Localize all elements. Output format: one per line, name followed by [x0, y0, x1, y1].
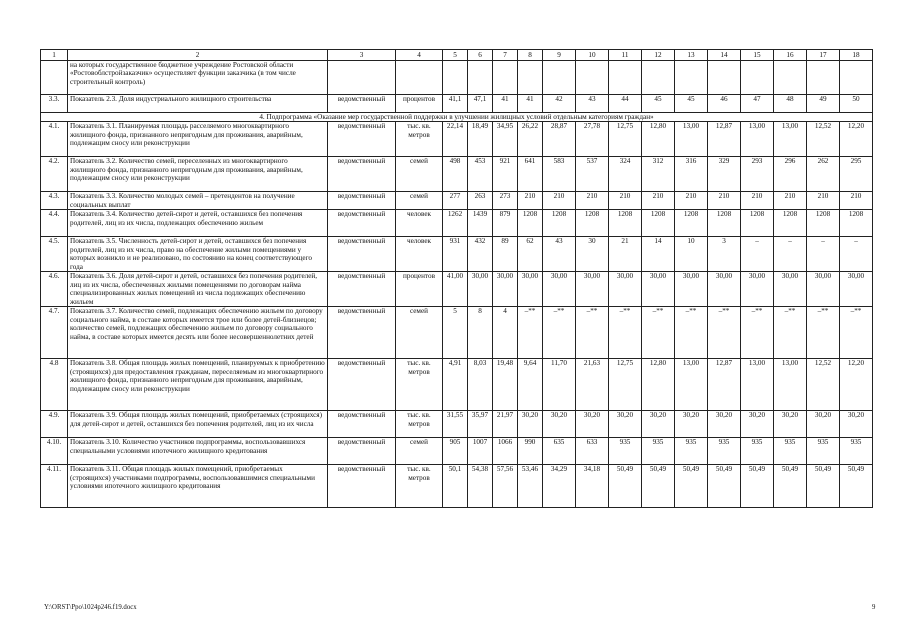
value-cell: 45 [642, 95, 675, 113]
column-number: 1 [41, 50, 68, 61]
value-cell: 316 [675, 157, 708, 192]
value-cell: 30,00 [493, 272, 518, 307]
row-index-cell: 4.3. [41, 192, 68, 210]
value-cell: 62 [518, 237, 543, 272]
value-cell: 41 [518, 95, 543, 113]
value-cell: 210 [708, 192, 741, 210]
value-cell: 30,00 [675, 272, 708, 307]
data-source-cell: ведомственный [328, 465, 396, 508]
value-cell: 13,00 [741, 359, 774, 411]
value-cell: 41,00 [443, 272, 468, 307]
value-cell: 296 [774, 157, 807, 192]
value-cell: 4,91 [443, 359, 468, 411]
value-cell: 1208 [840, 210, 873, 237]
row-index-cell: 4.1. [41, 122, 68, 157]
value-cell: 30,00 [468, 272, 493, 307]
data-source-cell: ведомственный [328, 192, 396, 210]
row-index-cell: 4.4. [41, 210, 68, 237]
value-cell: 1208 [543, 210, 576, 237]
value-cell: –** [609, 307, 642, 359]
value-cell: 641 [518, 157, 543, 192]
indicator-name-cell: Показатель 3.3. Количество молодых семей – претендентов на получение социальных выплат [68, 192, 328, 210]
value-cell: 13,00 [675, 359, 708, 411]
section-title: 4. Подпрограмма «Оказание мер государственной поддержки в улучшении жилищных условий отдельным категориям граждан» [41, 113, 873, 122]
value-cell: 1208 [642, 210, 675, 237]
value-cell: 47 [741, 95, 774, 113]
table-row [41, 95, 873, 113]
data-source-cell: ведомственный [328, 210, 396, 237]
value-cell: 1208 [675, 210, 708, 237]
value-cell: 1208 [774, 210, 807, 237]
value-cell: 41 [493, 95, 518, 113]
empty-cell [807, 61, 840, 95]
continuation-row [41, 61, 873, 95]
value-cell: 295 [840, 157, 873, 192]
value-cell: 935 [807, 438, 840, 465]
indicator-name-cell: Показатель 3.10. Количество участников подпрограммы, воспользовавшихся специальными условиями ипотечного жилищного кредитования [68, 438, 328, 465]
unit-cell: человек [396, 210, 443, 237]
value-cell: 277 [443, 192, 468, 210]
column-number: 14 [708, 50, 741, 61]
empty-cell [443, 61, 468, 95]
value-cell: 262 [807, 157, 840, 192]
document-page [40, 49, 873, 508]
column-number: 11 [609, 50, 642, 61]
value-cell: 44 [609, 95, 642, 113]
value-cell: 935 [708, 438, 741, 465]
value-cell: – [774, 237, 807, 272]
value-cell: 22,14 [443, 122, 468, 157]
empty-cell [840, 61, 873, 95]
value-cell: 30,20 [774, 411, 807, 438]
value-cell: 30,20 [642, 411, 675, 438]
value-cell: 42 [543, 95, 576, 113]
value-cell: 990 [518, 438, 543, 465]
indicator-name-cell: Показатель 3.7. Количество семей, подлежащих обеспечению жильем по договору социального найма, в составе которых имеется трое или более детей-близнецов; количество семей, подлежащих обеспечению жильем по договору социального найма, в составе которых имеется десять или более несовершеннолетних детей [68, 307, 328, 359]
value-cell: 879 [493, 210, 518, 237]
value-cell: 12,20 [840, 359, 873, 411]
row-index-cell: 4.6. [41, 272, 68, 307]
value-cell: 9,64 [518, 359, 543, 411]
value-cell: 210 [807, 192, 840, 210]
unit-cell: процентов [396, 95, 443, 113]
value-cell: 935 [609, 438, 642, 465]
value-cell: 1208 [576, 210, 609, 237]
value-cell: 30,20 [609, 411, 642, 438]
value-cell: 293 [741, 157, 774, 192]
value-cell: 30,00 [774, 272, 807, 307]
unit-cell: процентов [396, 272, 443, 307]
value-cell: 30,20 [576, 411, 609, 438]
value-cell: 3 [708, 237, 741, 272]
column-number: 3 [328, 50, 396, 61]
empty-cell [328, 61, 396, 95]
value-cell: 210 [576, 192, 609, 210]
value-cell: 14 [642, 237, 675, 272]
column-number: 15 [741, 50, 774, 61]
value-cell: –** [774, 307, 807, 359]
table-row [41, 438, 873, 465]
unit-cell: тыс. кв. метров [396, 411, 443, 438]
data-source-cell: ведомственный [328, 411, 396, 438]
value-cell: 931 [443, 237, 468, 272]
value-cell: 50,49 [807, 465, 840, 508]
indicators-table [40, 49, 873, 508]
value-cell: 50 [840, 95, 873, 113]
value-cell: 11,70 [543, 359, 576, 411]
data-source-cell: ведомственный [328, 122, 396, 157]
value-cell: 210 [642, 192, 675, 210]
indicator-name-cell: Показатель 3.4. Количество детей-сирот и детей, оставшихся без попечения родителей, лиц из их числа, подлежащих обеспечению жильем [68, 210, 328, 237]
value-cell: 12,80 [642, 122, 675, 157]
column-number: 8 [518, 50, 543, 61]
value-cell: 4 [493, 307, 518, 359]
value-cell: 30,20 [543, 411, 576, 438]
value-cell: 31,55 [443, 411, 468, 438]
value-cell: – [741, 237, 774, 272]
data-source-cell: ведомственный [328, 157, 396, 192]
value-cell: 47,1 [468, 95, 493, 113]
empty-cell [675, 61, 708, 95]
column-number: 17 [807, 50, 840, 61]
row-index-cell [41, 61, 68, 95]
row-index-cell: 4.7. [41, 307, 68, 359]
value-cell: 1208 [518, 210, 543, 237]
table-row [41, 307, 873, 359]
column-number: 12 [642, 50, 675, 61]
column-number-row [41, 50, 873, 61]
indicator-name-cell: Показатель 3.8. Общая площадь жилых помещений, планируемых к приобретению (строящихся) для предоставления гражданам, переселяемым из многоквартирного жилищного фонда, признанного непригодным для проживания, аварийным, подлежащим сносу или реконструкции [68, 359, 328, 411]
value-cell: 935 [642, 438, 675, 465]
value-cell: 1208 [741, 210, 774, 237]
value-cell: 30 [576, 237, 609, 272]
row-index-cell: 4.10. [41, 438, 68, 465]
value-cell: 1066 [493, 438, 518, 465]
value-cell: 13,00 [675, 122, 708, 157]
indicator-name-cell: Показатель 3.9. Общая площадь жилых помещений, приобретаемых (строящихся) для детей-сирот и детей, оставшихся без попечения родителей, лиц из их числа [68, 411, 328, 438]
value-cell: 30,00 [543, 272, 576, 307]
value-cell: 43 [576, 95, 609, 113]
table-row [41, 157, 873, 192]
value-cell: 50,49 [741, 465, 774, 508]
data-source-cell: ведомственный [328, 272, 396, 307]
value-cell: 210 [675, 192, 708, 210]
value-cell: 210 [518, 192, 543, 210]
value-cell: 210 [609, 192, 642, 210]
value-cell: 935 [741, 438, 774, 465]
value-cell: 41,1 [443, 95, 468, 113]
column-number: 2 [68, 50, 328, 61]
unit-cell: тыс. кв. метров [396, 359, 443, 411]
empty-cell [609, 61, 642, 95]
value-cell: 30,00 [741, 272, 774, 307]
value-cell: 12,52 [807, 359, 840, 411]
value-cell: 49 [807, 95, 840, 113]
value-cell: 50,49 [774, 465, 807, 508]
value-cell: 21,97 [493, 411, 518, 438]
empty-cell [708, 61, 741, 95]
value-cell: 30,00 [518, 272, 543, 307]
empty-cell [493, 61, 518, 95]
data-source-cell: ведомственный [328, 95, 396, 113]
column-number: 7 [493, 50, 518, 61]
empty-cell [518, 61, 543, 95]
value-cell: 273 [493, 192, 518, 210]
value-cell: 34,95 [493, 122, 518, 157]
value-cell: 263 [468, 192, 493, 210]
value-cell: 30,20 [518, 411, 543, 438]
column-number: 6 [468, 50, 493, 61]
data-source-cell: ведомственный [328, 359, 396, 411]
value-cell: 30,00 [807, 272, 840, 307]
value-cell: 583 [543, 157, 576, 192]
empty-cell [396, 61, 443, 95]
indicator-name-cell: на которых государственное бюджетное учреждение Ростовской области «Ростовоблстройзаказчик» осуществляет функции заказчика (в том числе строительный контроль) [68, 61, 328, 95]
value-cell: 453 [468, 157, 493, 192]
row-index-cell: 4.8 [41, 359, 68, 411]
unit-cell: семей [396, 157, 443, 192]
value-cell: 13,00 [774, 359, 807, 411]
table-row [41, 465, 873, 508]
empty-cell [774, 61, 807, 95]
value-cell: 50,49 [840, 465, 873, 508]
value-cell: –** [708, 307, 741, 359]
value-cell: 28,87 [543, 122, 576, 157]
column-number: 5 [443, 50, 468, 61]
value-cell: 30,20 [840, 411, 873, 438]
value-cell: 5 [443, 307, 468, 359]
value-cell: 633 [576, 438, 609, 465]
value-cell: 935 [675, 438, 708, 465]
data-source-cell: ведомственный [328, 307, 396, 359]
empty-cell [468, 61, 493, 95]
value-cell: 18,49 [468, 122, 493, 157]
value-cell: 12,75 [609, 122, 642, 157]
unit-cell: человек [396, 237, 443, 272]
indicator-name-cell: Показатель 3.6. Доля детей-сирот и детей, оставшихся без попечения родителей, лиц из их числа, обеспеченных жилыми помещениями по договорам найма специализированных жилых помещений из числа подлежащих обеспечению жильем [68, 272, 328, 307]
value-cell: –** [807, 307, 840, 359]
value-cell: – [807, 237, 840, 272]
value-cell: 34,29 [543, 465, 576, 508]
value-cell: 498 [443, 157, 468, 192]
indicator-name-cell: Показатель 3.1. Планируемая площадь расселяемого многоквартирного жилищного фонда, признанного непригодным для проживания, аварийным, подлежащим сносу или реконструкции [68, 122, 328, 157]
value-cell: 30,00 [609, 272, 642, 307]
row-index-cell: 3.3. [41, 95, 68, 113]
row-index-cell: 4.5. [41, 237, 68, 272]
value-cell: 1208 [609, 210, 642, 237]
value-cell: 905 [443, 438, 468, 465]
value-cell: 210 [741, 192, 774, 210]
value-cell: 50,49 [708, 465, 741, 508]
value-cell: 50,49 [675, 465, 708, 508]
value-cell: 50,1 [443, 465, 468, 508]
value-cell: 432 [468, 237, 493, 272]
value-cell: 12,87 [708, 359, 741, 411]
value-cell: 89 [493, 237, 518, 272]
value-cell: 1208 [708, 210, 741, 237]
value-cell: 1208 [807, 210, 840, 237]
indicator-name-cell: Показатель 3.11. Общая площадь жилых помещений, приобретаемых (строящихся) участниками подпрограммы, воспользовавшимися специальными условиями ипотечного жилищного кредитования [68, 465, 328, 508]
value-cell: 45 [675, 95, 708, 113]
value-cell: 19,48 [493, 359, 518, 411]
column-number: 13 [675, 50, 708, 61]
indicator-name-cell: Показатель 3.5. Численность детей-сирот и детей, оставшихся без попечения родителей, лиц из их числа, право на обеспечение жилыми помещениями у которых возникло и не реализовано, по состоянию на конец соответствующего года [68, 237, 328, 272]
value-cell: –** [840, 307, 873, 359]
footer-page-number: 9 [872, 604, 876, 611]
value-cell: 30,20 [708, 411, 741, 438]
value-cell: –** [543, 307, 576, 359]
value-cell: 635 [543, 438, 576, 465]
indicator-name-cell: Показатель 2.3. Доля индустриального жилищного строительства [68, 95, 328, 113]
value-cell: 54,38 [468, 465, 493, 508]
value-cell: 1262 [443, 210, 468, 237]
empty-cell [642, 61, 675, 95]
value-cell: 57,56 [493, 465, 518, 508]
value-cell: –** [518, 307, 543, 359]
unit-cell: семей [396, 307, 443, 359]
value-cell: 48 [774, 95, 807, 113]
value-cell: 12,80 [642, 359, 675, 411]
value-cell: 30,00 [708, 272, 741, 307]
empty-cell [741, 61, 774, 95]
value-cell: –** [642, 307, 675, 359]
value-cell: 12,52 [807, 122, 840, 157]
empty-cell [576, 61, 609, 95]
value-cell: 12,87 [708, 122, 741, 157]
value-cell: 1007 [468, 438, 493, 465]
column-number: 9 [543, 50, 576, 61]
column-number: 10 [576, 50, 609, 61]
value-cell: 27,78 [576, 122, 609, 157]
value-cell: – [840, 237, 873, 272]
table-row [41, 192, 873, 210]
table-row [41, 272, 873, 307]
indicator-name-cell: Показатель 3.2. Количество семей, переселенных из многоквартирного жилищного фонда, признанного непригодным для проживания, аварийным, подлежащим сносу или реконструкции [68, 157, 328, 192]
value-cell: 13,00 [741, 122, 774, 157]
row-index-cell: 4.11. [41, 465, 68, 508]
column-number: 16 [774, 50, 807, 61]
value-cell: 537 [576, 157, 609, 192]
value-cell: 210 [840, 192, 873, 210]
value-cell: 935 [840, 438, 873, 465]
table-row [41, 122, 873, 157]
table-row [41, 359, 873, 411]
row-index-cell: 4.9. [41, 411, 68, 438]
row-index-cell: 4.2. [41, 157, 68, 192]
value-cell: 324 [609, 157, 642, 192]
value-cell: 921 [493, 157, 518, 192]
value-cell: 35,97 [468, 411, 493, 438]
value-cell: 329 [708, 157, 741, 192]
value-cell: 1439 [468, 210, 493, 237]
value-cell: 30,20 [675, 411, 708, 438]
value-cell: 21,63 [576, 359, 609, 411]
footer-file-path: Y:\ORST\Ppo\1024p246.f19.docx [44, 604, 137, 611]
table-row [41, 210, 873, 237]
value-cell: 8,03 [468, 359, 493, 411]
value-cell: 26,22 [518, 122, 543, 157]
value-cell: –** [675, 307, 708, 359]
unit-cell: семей [396, 192, 443, 210]
value-cell: 43 [543, 237, 576, 272]
column-number: 18 [840, 50, 873, 61]
value-cell: 30,20 [741, 411, 774, 438]
unit-cell: семей [396, 438, 443, 465]
value-cell: –** [576, 307, 609, 359]
value-cell: 30,20 [807, 411, 840, 438]
empty-cell [543, 61, 576, 95]
value-cell: 21 [609, 237, 642, 272]
value-cell: 13,00 [774, 122, 807, 157]
value-cell: 30,00 [840, 272, 873, 307]
value-cell: 8 [468, 307, 493, 359]
value-cell: 12,20 [840, 122, 873, 157]
unit-cell: тыс. кв. метров [396, 122, 443, 157]
value-cell: 210 [543, 192, 576, 210]
value-cell: 312 [642, 157, 675, 192]
value-cell: –** [741, 307, 774, 359]
table-row [41, 411, 873, 438]
value-cell: 12,75 [609, 359, 642, 411]
value-cell: 53,46 [518, 465, 543, 508]
value-cell: 10 [675, 237, 708, 272]
value-cell: 34,18 [576, 465, 609, 508]
value-cell: 30,00 [642, 272, 675, 307]
data-source-cell: ведомственный [328, 237, 396, 272]
value-cell: 935 [774, 438, 807, 465]
value-cell: 46 [708, 95, 741, 113]
value-cell: 30,00 [576, 272, 609, 307]
unit-cell: тыс. кв. метров [396, 465, 443, 508]
value-cell: 210 [774, 192, 807, 210]
section-header-row [41, 113, 873, 122]
column-number: 4 [396, 50, 443, 61]
data-source-cell: ведомственный [328, 438, 396, 465]
value-cell: 50,49 [609, 465, 642, 508]
table-row [41, 237, 873, 272]
value-cell: 50,49 [642, 465, 675, 508]
